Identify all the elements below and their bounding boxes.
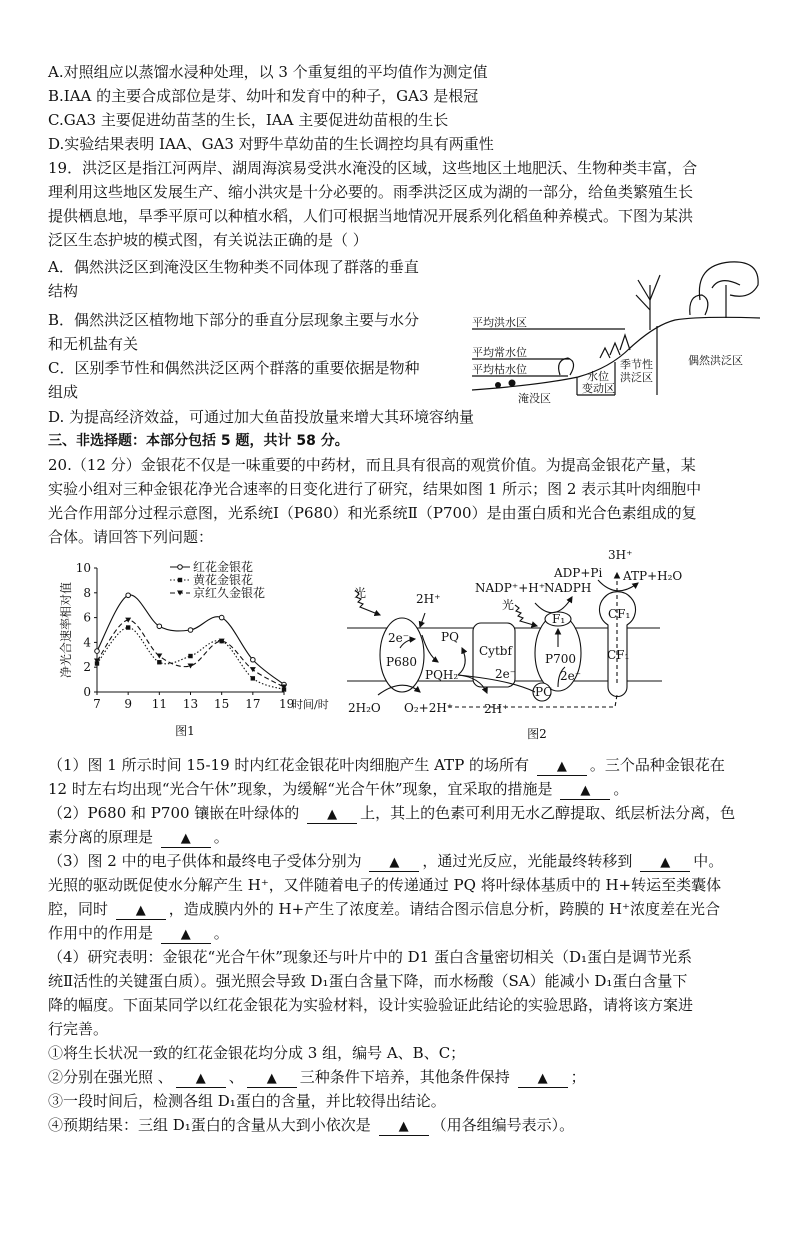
text-line [48, 157, 697, 179]
diagram-label-light1: 光 [354, 586, 367, 600]
legend-label: 红花金银花 [193, 560, 254, 574]
answer-blank[interactable]: ▲ [379, 1118, 429, 1136]
figure-label: 平均枯水位 [472, 363, 527, 376]
text-segment: 。 [213, 828, 229, 846]
legend-marker [178, 578, 182, 582]
legend-label: 黄花金银花 [193, 573, 254, 587]
text-line [48, 970, 687, 992]
y-tick-label: 0 [83, 685, 91, 699]
legend-label: 京红久金银花 [193, 586, 266, 600]
diagram-label-f1: F₁ [552, 612, 566, 626]
text-line [48, 357, 419, 379]
data-point [126, 625, 130, 629]
data-point [251, 676, 255, 680]
text-segment: 三、非选择题：本部分包括 5 题，共计 58 分。 [48, 433, 349, 449]
text-segment: 结构 [48, 282, 79, 300]
text-line [48, 430, 349, 452]
text-segment: 提供栖息地，旱季平原可以种植水稻，人们可根据当地情况开展系列化稻鱼种养模式。下图为某洪 [48, 207, 694, 225]
text-line [48, 754, 725, 776]
diagram-label-cf1-top: CF₁ [608, 607, 631, 621]
text-line [48, 802, 735, 824]
text-segment: （1）图 1 所示时间 15-19 时内红花金银花叶肉细胞产生 ATP 的场所有 [48, 756, 534, 774]
y-tick-label: 4 [83, 635, 91, 650]
y-tick-label: 6 [83, 610, 91, 625]
text-segment: A．偶然洪泛区到淹没区生物种类不同体现了群落的垂直 [48, 258, 419, 276]
text-segment: 降的幅度。下面某同学以红花金银花为实验材料，设计实验验证此结论的实验思路，请将该方案进 [48, 996, 694, 1014]
data-point [95, 649, 100, 654]
text-line [48, 1042, 465, 1064]
diagram-label-h-lumen: 2H⁺ [484, 702, 509, 716]
data-point [219, 615, 224, 620]
text-segment: （用各组编号表示）。 [431, 1116, 575, 1134]
text-line [48, 874, 721, 896]
diagram-label-pq: PQ [441, 630, 459, 644]
text-segment: C．区别季节性和偶然洪泛区两个群落的重要依据是物种 [48, 359, 420, 377]
text-line [48, 478, 701, 500]
chart-title: 图1 [175, 724, 195, 738]
figure-label: 平均常水位 [472, 346, 527, 359]
text-line [48, 109, 448, 131]
floodplain-figure [460, 240, 790, 415]
diagram-label-nadp: NADP⁺+H⁺ [475, 581, 546, 595]
text-segment: 行完善。 [48, 1020, 109, 1038]
figure-label: 平均洪水区 [472, 316, 527, 329]
text-segment: ； [570, 1068, 586, 1086]
answer-blank[interactable]: ▲ [307, 806, 357, 824]
x-tick-label: 17 [245, 697, 261, 711]
text-segment: 实验小组对三种金银花净光合速率的日变化进行了研究，结果如图 1 所示；图 2 表示其叶肉细胞中 [48, 480, 702, 498]
figure-label: 水位 [587, 370, 609, 383]
text-line [48, 406, 474, 428]
text-segment: 上，其上的色素可利用无水乙醇提取、纸层析法分离，色 [360, 804, 736, 822]
answer-blank[interactable]: ▲ [247, 1070, 297, 1088]
text-line [48, 333, 138, 355]
text-line [48, 133, 494, 155]
text-segment: 12 时左右均出现“光合午休”现象，为缓解“光合午休”现象，宜采取的措施是 [48, 780, 558, 798]
diagram-label-h3: 3H⁺ [608, 548, 633, 562]
figure-caption: 图2 [527, 727, 547, 741]
text-segment: ，通过光反应，光能最终转移到 [422, 852, 638, 870]
text-segment: 理利用这些地区发展生产、缩小洪灾是十分必要的。雨季洪泛区成为湖的一部分，给鱼类繁殖生长 [48, 183, 694, 201]
diagram-label-e1: 2e⁻ [388, 631, 410, 645]
diagram-label-cytbf: Cytbf [479, 644, 512, 658]
y-tick-label: 10 [75, 561, 91, 575]
text-segment: 。 [613, 780, 629, 798]
data-point [157, 624, 162, 629]
text-segment: 合体。请回答下列问题： [48, 528, 214, 546]
answer-blank[interactable]: ▲ [161, 926, 211, 944]
text-line [48, 256, 419, 278]
diagram-label-adp: ADP+Pi [554, 566, 603, 580]
tree-icon [636, 275, 660, 330]
text-line [48, 826, 229, 848]
figure-label: 洪泛区 [620, 371, 653, 384]
x-tick-label: 15 [214, 697, 230, 711]
text-segment: ①将生长状况一致的红花金银花均分成 3 组，编号 A、B、C； [48, 1044, 466, 1062]
text-segment: ④预期结果：三组 D₁蛋白的含量从大到小依次是 [48, 1116, 376, 1134]
diagram-label-o2: O₂+2H⁺ [404, 701, 454, 715]
data-point [157, 660, 161, 664]
y-tick-label: 8 [83, 585, 91, 600]
text-segment: 腔，同时 [48, 900, 113, 918]
data-point [188, 654, 192, 658]
answer-blank[interactable]: ▲ [640, 854, 690, 872]
text-segment: 20.（12 分）金银花不仅是一味重要的中药材，而且具有很高的观赏价值。为提高金银花产量，某 [48, 456, 696, 474]
data-point [250, 667, 256, 672]
x-tick-label: 9 [124, 697, 132, 711]
text-segment: C.GA3 主要促进幼苗茎的生长，IAA 主要促进幼苗根的生长 [48, 111, 449, 129]
text-segment: （3）图 2 中的电子供体和最终电子受体分别为 [48, 852, 367, 870]
text-segment: 泛区生态护坡的模式图，有关说法正确的是（ ） [48, 231, 368, 249]
text-line [48, 1090, 446, 1112]
answer-blank[interactable]: ▲ [161, 830, 211, 848]
text-segment: D. 为提高经济效益，可通过加大鱼苗投放量来增大其环境容纳量 [48, 408, 475, 426]
text-segment: 19．洪泛区是指江河两岸、湖周海滨易受洪水淹没的区域，这些地区土地肥沃、生物种类丰富，合 [48, 159, 698, 177]
text-segment: ③一段时间后，检测各组 D₁蛋白的含量，并比较得出结论。 [48, 1092, 446, 1110]
text-segment: 组成 [48, 383, 79, 401]
x-tick-label: 13 [182, 697, 199, 711]
text-line [48, 922, 229, 944]
x-axis-label: 时间/时 [292, 698, 329, 711]
photosynthesis-chart [40, 555, 340, 745]
diagram-label-e3: 2e⁻ [560, 669, 582, 683]
text-segment: ，造成膜内外的 H+产生了浓度差。请结合图示信息分析，跨膜的 H⁺浓度差在光合 [168, 900, 720, 918]
text-line [48, 778, 628, 800]
diagram-label-cf1-stem: CF₁ [607, 648, 630, 662]
y-tick-label: 2 [83, 660, 91, 675]
figure-label: 偶然洪泛区 [688, 354, 743, 367]
x-tick-label: 19 [279, 697, 295, 711]
answer-blank[interactable]: ▲ [176, 1070, 226, 1088]
text-line [48, 898, 720, 920]
diagram-label-nadph: NADPH [544, 581, 592, 595]
text-line [48, 381, 78, 403]
text-line [48, 502, 697, 524]
y-axis-label: 净光合速率相对值 [59, 581, 73, 679]
text-line [48, 280, 78, 302]
text-segment: D.实验结果表明 IAA、GA3 对野牛草幼苗的生长调控均具有两重性 [48, 135, 494, 153]
diagram-label-pqh2: PQH₂ [425, 668, 459, 682]
text-line [48, 454, 696, 476]
text-line [48, 229, 368, 251]
text-segment: （2）P680 和 P700 镶嵌在叶绿体的 [48, 804, 305, 822]
diagram-label-atp: ATP+H₂O [623, 569, 683, 583]
text-segment: 光照的驱动既促使水分解产生 H⁺，又伴随着电子的传递通过 PQ 将叶绿体基质中的 H+转运至类囊体 [48, 876, 722, 894]
answer-blank[interactable]: ▲ [518, 1070, 568, 1088]
figure-label: 季节性 [620, 358, 653, 371]
text-line [48, 1066, 586, 1088]
series-line [97, 595, 284, 685]
diagram-label-e2: 2e⁻ [495, 667, 517, 681]
answer-blank[interactable]: ▲ [537, 758, 587, 776]
answer-blank[interactable]: ▲ [369, 854, 419, 872]
text-line [48, 994, 693, 1016]
text-segment: 光合作用部分过程示意图，光系统Ⅰ（P680）和光系统Ⅱ（P700）是由蛋白质和光合色素组成的复 [48, 504, 697, 522]
text-line [48, 850, 723, 872]
text-segment: 、 [228, 1068, 244, 1086]
text-segment: A.对照组应以蒸馏水浸种处理，以 3 个重复组的平均值作为测定值 [48, 63, 488, 81]
diagram-label-light2: 光 [502, 598, 515, 612]
diagram-label-water: 2H₂O [348, 701, 381, 715]
text-line [48, 205, 693, 227]
data-point [156, 654, 162, 659]
big-tree-icon [690, 262, 758, 318]
text-segment: 中。 [693, 852, 724, 870]
data-point [126, 593, 131, 598]
diagram-label-p680: P680 [386, 655, 417, 669]
figure-label: 变动区 [582, 382, 615, 395]
text-line [48, 946, 692, 968]
text-segment: B.IAA 的主要合成部位是芽、幼叶和发育中的种子，GA3 是根冠 [48, 87, 479, 105]
x-tick-label: 11 [151, 697, 167, 711]
text-line [48, 181, 693, 203]
text-segment: 。三个品种金银花在 [589, 756, 725, 774]
legend-marker [178, 565, 183, 570]
text-segment: 。 [213, 924, 229, 942]
text-line [48, 526, 213, 548]
text-line [48, 85, 478, 107]
diagram-label-p700: P700 [545, 652, 576, 666]
series-line [97, 628, 284, 690]
text-segment: 统Ⅱ活性的关键蛋白质）。强光照会导致 D₁蛋白含量下降，而水杨酸（SA）能减小 D₁蛋白含量下 [48, 972, 688, 990]
text-segment: 三种条件下培养，其他条件保持 [299, 1068, 515, 1086]
text-line [48, 309, 419, 331]
text-line [48, 1114, 574, 1136]
x-tick-label: 7 [93, 697, 101, 711]
text-segment: （4）研究表明：金银花“光合午休”现象还与叶片中的 D1 蛋白含量密切相关（D₁蛋白是调节光系 [48, 948, 693, 966]
text-segment: 和无机盐有关 [48, 335, 139, 353]
data-point [188, 628, 193, 633]
text-segment: 素分离的原理是 [48, 828, 158, 846]
answer-blank[interactable]: ▲ [560, 782, 610, 800]
text-segment: B．偶然洪泛区植物地下部分的垂直分层现象主要与水分 [48, 311, 420, 329]
text-segment: 作用中的作用是 [48, 924, 158, 942]
data-point [251, 657, 256, 662]
diagram-label-h2: 2H⁺ [416, 592, 441, 606]
text-line [48, 61, 488, 83]
answer-blank[interactable]: ▲ [116, 902, 166, 920]
text-line [48, 1018, 108, 1040]
light-reaction-diagram [340, 548, 760, 745]
text-segment: ②分别在强光照 、 [48, 1068, 173, 1086]
diagram-label-pc: PC [535, 685, 553, 699]
figure-label: 淹没区 [518, 392, 551, 405]
